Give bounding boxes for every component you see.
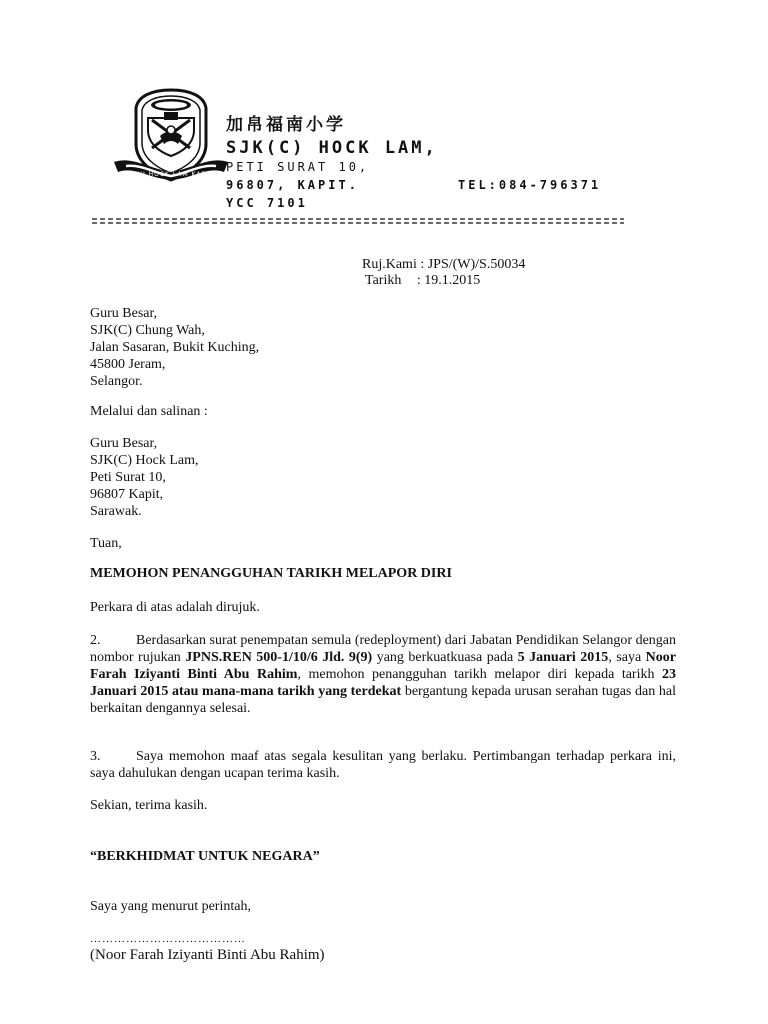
telephone: TEL:084-796371 xyxy=(458,178,602,192)
address-line-1: PETI SURAT 10, xyxy=(226,160,370,174)
applicant-name: Noor Farah Iziyanti Binti Abu Rahim xyxy=(90,650,676,682)
via-recipient-line: 96807 Kapit, xyxy=(90,487,164,502)
date-value: : 19.1.2015 xyxy=(416,273,481,288)
closing-line: Sekian, terima kasih. xyxy=(90,798,208,813)
effective-date: 5 Januari 2015 xyxy=(517,650,609,665)
date-line xyxy=(365,272,480,290)
via-recipient-line: SJK(C) Hock Lam, xyxy=(90,453,199,468)
recipient-line: SJK(C) Chung Wah, xyxy=(90,323,205,338)
via-recipient-address xyxy=(90,435,199,520)
paragraph-2: 2. Berdasarkan surat penempatan semula (redeployment) dari Jabatan Pendidikan Selangor dengan nombor rujukan JPNS.REN 500-1/10/6 Jld. 9(9) yang berkuatkuasa pada 5 Januari 2015, saya Noor Farah Iziyanti Binti Abu Rahim, memohon penangguhan tarikh melapor diri kepada tarikh 23 Januari 2015 atau mana-mana tarikh yang terdekat bergantung kepada urusan serahan tugas dan hal berkaitan dengannya selesai. xyxy=(90,633,676,716)
sign-off: Saya yang menurut perintah, xyxy=(90,899,251,914)
letter-subject: MEMOHON PENANGGUHAN TARIKH MELAPOR DIRI xyxy=(90,566,452,581)
via-recipient-line: Peti Surat 10, xyxy=(90,470,166,485)
crest-ribbon-text: SHU HOCK LAM KAPIT xyxy=(130,171,214,178)
via-label: Melalui dan salinan : xyxy=(90,404,208,419)
recipient-line: Selangor. xyxy=(90,374,143,389)
recipient-address xyxy=(90,305,259,390)
motto: “BERKHIDMAT UNTUK NEGARA” xyxy=(90,849,320,864)
letterhead-divider xyxy=(92,214,624,228)
paragraph-number: 2. xyxy=(90,633,101,648)
date-label: Tarikh xyxy=(365,273,402,288)
recipient-line: Jalan Sasaran, Bukit Kuching, xyxy=(90,340,260,355)
via-recipient-line: Sarawak. xyxy=(90,504,142,519)
salutation: Tuan, xyxy=(90,536,122,551)
reference-number: Ruj.Kami : JPS/(W)/S.50034 xyxy=(362,257,526,272)
paragraph-number: 3. xyxy=(90,749,101,764)
paragraph-3: 3. Saya memohon maaf atas segala kesulitan yang berlaku. Pertimbangan terhadap perkara ini, saya dahulukan dengan ucapan terima kasih. xyxy=(90,749,676,781)
reference-code: JPNS.REN 500-1/10/6 Jld. 9(9) xyxy=(185,650,373,665)
recipient-line: Guru Besar, xyxy=(90,306,158,321)
requested-date: 23 Januari 2015 atau mana-mana tarikh yang terdekat xyxy=(90,667,676,699)
school-name: SJK(C) HOCK LAM, xyxy=(226,138,438,158)
recipient-line: 45800 Jeram, xyxy=(90,357,166,372)
signature-line: ………………………………… xyxy=(90,933,246,945)
school-code: YCC 7101 xyxy=(226,196,308,210)
via-recipient-line: Guru Besar, xyxy=(90,436,158,451)
paragraph-1: Perkara di atas adalah dirujuk. xyxy=(90,600,260,615)
school-chinese-name: 加帛福南小学 xyxy=(226,115,346,135)
signatory-name: (Noor Farah Iziyanti Binti Abu Rahim) xyxy=(90,947,325,963)
address-line-2: 96807, KAPIT. xyxy=(226,178,359,192)
